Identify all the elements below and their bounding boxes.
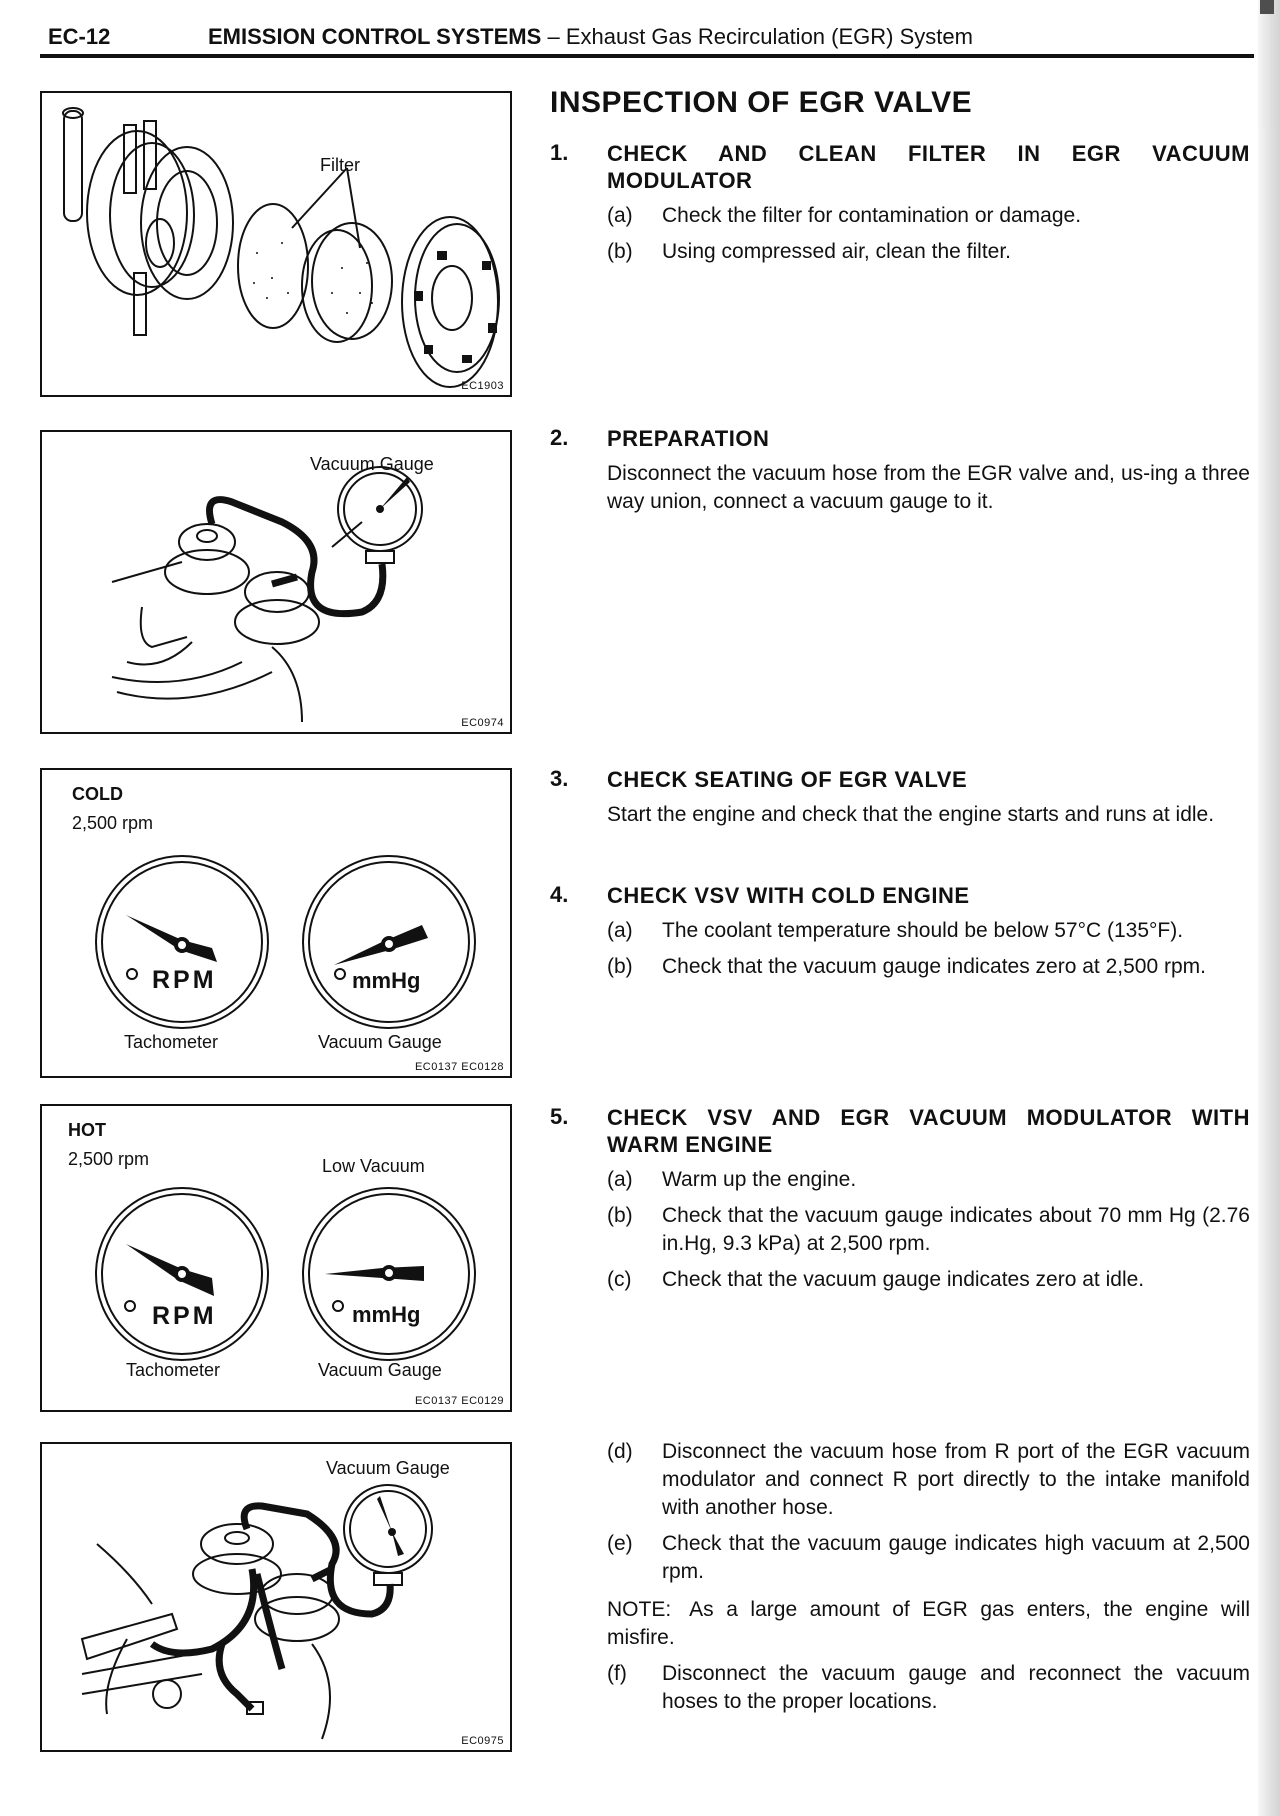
vacuum-gauge-label: Vacuum Gauge — [310, 454, 434, 474]
figure-filter — [40, 91, 512, 397]
item-label: (f) — [607, 1662, 627, 1685]
step-item — [607, 238, 1250, 266]
tachometer-caption: Tachometer — [124, 1032, 219, 1052]
figure-code: EC0137 EC0128 — [414, 1061, 504, 1073]
step-1 — [550, 140, 1250, 266]
item-text: Check that the vacuum gauge indicates about 70 mm Hg (2.76 in.Hg, 9.3 kPa) at 2,500 rpm. — [662, 1204, 1250, 1255]
figure-code: EC0974 — [461, 717, 504, 729]
subsection-name: Exhaust Gas Recirculation (EGR) System — [565, 24, 973, 49]
section-name: EMISSION CONTROL SYSTEMS — [208, 24, 542, 49]
figure-high-vacuum-test — [40, 1442, 512, 1752]
item-label: (d) — [607, 1440, 633, 1463]
item-label: (a) — [607, 204, 633, 227]
step-number: 5. — [550, 1104, 569, 1129]
item-text: Check that the vacuum gauge indicates zero at idle. — [662, 1268, 1145, 1291]
item-label: (b) — [607, 955, 633, 978]
item-text: Using compressed air, clean the filter. — [662, 240, 1012, 263]
step-item — [607, 1660, 1250, 1716]
step-number: 2. — [550, 425, 569, 450]
scan-edge — [1258, 0, 1280, 1816]
figure-code: EC1903 — [461, 380, 504, 392]
step-heading: CHECK SEATING OF EGR VALVE — [607, 767, 968, 792]
step-item — [607, 1438, 1250, 1522]
high-vacuum-test-illustration — [42, 1444, 510, 1750]
step-heading: CHECK VSV AND EGR VACUUM MODULATOR WITH WARM ENGINE — [607, 1105, 1250, 1157]
figure-cold-gauges — [40, 768, 512, 1078]
vacuum-gauge-connection-illustration — [42, 432, 510, 732]
page-number: EC-12 — [48, 24, 111, 49]
step-item — [607, 953, 1250, 981]
step-2 — [550, 425, 1250, 516]
step-5 — [550, 1104, 1250, 1294]
figure-code: EC0137 EC0129 — [414, 1395, 504, 1407]
item-text: Check that the vacuum gauge indicates high vacuum at 2,500 rpm. — [662, 1532, 1250, 1583]
vacuum-gauge-label: Vacuum Gauge — [326, 1458, 450, 1478]
step-text: Start the engine and check that the engine starts and runs at idle. — [607, 803, 1215, 826]
step-3 — [550, 766, 1250, 829]
item-label: (c) — [607, 1268, 632, 1291]
step-item — [607, 1166, 1250, 1194]
tachometer-needle — [126, 1244, 214, 1296]
rpm-label: 2,500 rpm — [68, 1149, 150, 1169]
item-label: (e) — [607, 1532, 633, 1555]
tachometer-face-label: RPM — [152, 1302, 217, 1330]
figure-hot-gauges — [40, 1104, 512, 1412]
step-item — [607, 1202, 1250, 1258]
step-number: 3. — [550, 766, 569, 791]
item-text: Disconnect the vacuum hose from R port of the EGR vacuum modulator and connect R port directly to the intake manifold with another hose. — [662, 1440, 1250, 1519]
page-header — [48, 24, 1248, 54]
note-text: As a large amount of EGR gas enters, the engine will misfire. — [607, 1598, 1250, 1649]
item-text: Warm up the engine. — [662, 1168, 857, 1191]
step-number: 1. — [550, 140, 569, 165]
vacuum-gauge-caption: Vacuum Gauge — [318, 1032, 442, 1052]
step-item — [607, 1266, 1250, 1294]
vacuum-face-label: mmHg — [352, 968, 421, 993]
step-number: 4. — [550, 882, 569, 907]
item-label: (a) — [607, 919, 633, 942]
item-text: The coolant temperature should be below 57°C (135°F). — [662, 919, 1184, 942]
step-heading: PREPARATION — [607, 426, 770, 451]
item-text: Disconnect the vacuum gauge and reconnect the vacuum hoses to the proper locations. — [662, 1662, 1250, 1713]
filter-label: Filter — [320, 155, 360, 175]
tachometer-needle — [126, 915, 217, 962]
vacuum-gauge-caption: Vacuum Gauge — [318, 1360, 442, 1380]
step-5-continued — [550, 1438, 1250, 1716]
note-label: NOTE: — [607, 1598, 672, 1621]
tachometer-face-label: RPM — [152, 966, 217, 994]
condition-label: HOT — [68, 1120, 106, 1140]
figure-code: EC0975 — [461, 1735, 504, 1747]
tachometer-caption: Tachometer — [126, 1360, 221, 1380]
item-text: Check that the vacuum gauge indicates zero at 2,500 rpm. — [662, 955, 1206, 978]
rpm-label: 2,500 rpm — [72, 813, 154, 833]
vacuum-face-label: mmHg — [352, 1302, 421, 1327]
step-heading: CHECK VSV WITH COLD ENGINE — [607, 883, 970, 908]
step-heading: CHECK AND CLEAN FILTER IN EGR VACUUM MODULATOR — [607, 141, 1250, 193]
step-item — [607, 917, 1250, 945]
item-label: (b) — [607, 1204, 633, 1227]
item-label: (b) — [607, 240, 633, 263]
filter-illustration — [42, 93, 510, 395]
page-title — [208, 24, 973, 50]
condition-label: COLD — [72, 784, 123, 804]
item-text: Check the filter for contamination or damage. — [662, 204, 1082, 227]
note — [607, 1596, 1250, 1652]
item-label: (a) — [607, 1168, 633, 1191]
step-item — [607, 202, 1250, 230]
figure-vacuum-gauge-connection — [40, 430, 512, 734]
main-title: INSPECTION OF EGR VALVE — [550, 86, 973, 119]
title-separator: – — [547, 24, 560, 49]
vacuum-needle-zero — [334, 925, 428, 965]
step-item — [607, 1530, 1250, 1586]
step-4 — [550, 882, 1250, 981]
header-rule — [40, 54, 1254, 58]
low-vacuum-label: Low Vacuum — [322, 1156, 425, 1176]
vacuum-needle-low — [325, 1265, 424, 1281]
step-text: Disconnect the vacuum hose from the EGR valve and, us-ing a three way union, connect a vacuum gauge to it. — [607, 462, 1250, 513]
